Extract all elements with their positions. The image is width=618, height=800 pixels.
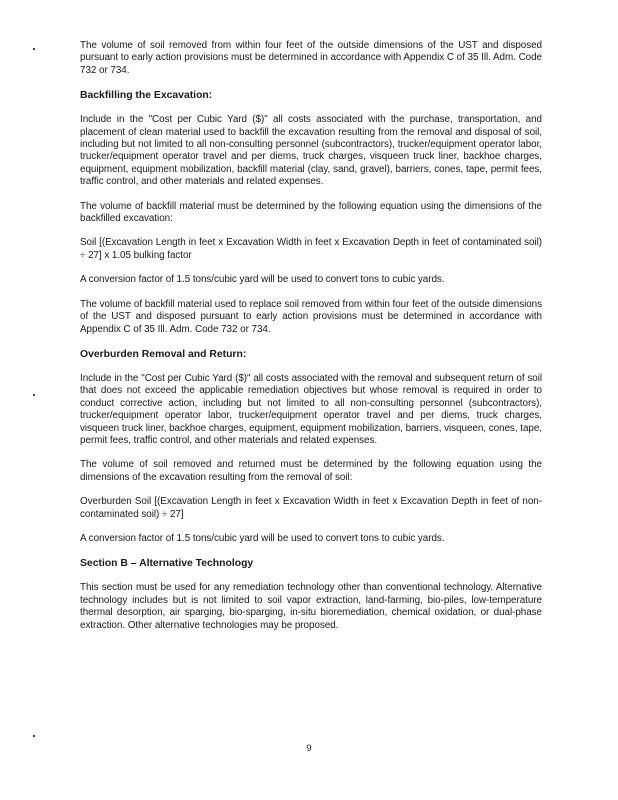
paragraph-backfill-early-action: The volume of backfill material used to replace soil removed from within four feet of the outside dimensions of the UST and disposed pursuant to early action provisions must be determined in accordance with Appendix C of 35 Ill. Adm. Code 732 or 734. (80, 298, 542, 335)
paragraph-backfill-volume: The volume of backfill material must be determined by the following equation using the dimensions of the backfilled excavation: (80, 200, 542, 225)
paragraph-overburden-equation: Overburden Soil [(Excavation Length in feet x Excavation Width in feet x Excavation Depth in feet of non-contaminated soil) ÷ 27] (80, 496, 542, 520)
scan-mark-top (33, 48, 35, 50)
paragraph-conversion-factor-1: A conversion factor of 1.5 tons/cubic yard will be used to convert tons to cubic yards. (80, 274, 445, 286)
paragraph-alternative-technology: This section must be used for any remediation technology other than conventional technology. Alternative technology includes but is not limited to soil vapor extraction, land-farming, bio-piles, low-temperature thermal desorption, air sparging, bio-sparging, in-situ bioremediation, chemical oxidation, or dual-phase extraction. Other alternative technologies may be proposed. (80, 582, 542, 631)
paragraph-backfill-costs: Include in the "Cost per Cubic Yard ($)" all costs associated with the purchase, transportation, and placement of clean material used to backfill the excavation resulting from the removal and disposal of soil, including but not limited to all non-consulting personnel (subcontractors), trucker/equipment operator labor, trucker/equipment operator travel and per diems, truck charges, visqueen truck liner, backhoe charges, equipment, equipment mobilization, backfill material (clay, sand, gravel), barriers, cones, tape, permit fees, traffic control, and other materials and related expenses. (80, 114, 542, 188)
paragraph-backfill-equation: Soil [(Excavation Length in feet x Excavation Width in feet x Excavation Depth in feet of contaminated soil) ÷ 27] x 1.05 bulking factor (80, 237, 542, 261)
scan-mark-middle (33, 394, 35, 396)
paragraph-overburden-costs: Include in the "Cost per Cubic Yard ($)" all costs associated with the removal and subsequent return of soil that does not exceed the applicable remediation objectives but whose removal is required in order to conduct corrective action, including but not limited to all non-consulting personnel (subcontractors), trucker/equipment operator labor, trucker/equipment operator travel and per diems, truck charges, visqueen truck liner, backhoe charges, equipment, equipment mobilization, barriers, visqueen, cones, tape, permit fees, traffic control, and other materials and related expenses. (80, 372, 542, 446)
paragraph-overburden-volume: The volume of soil removed and returned must be determined by the following equation using the dimensions of the excavation resulting from the removal of soil: (80, 459, 542, 483)
paragraph-early-action-volume: The volume of soil removed from within four feet of the outside dimensions of the UST and disposed pursuant to early action provisions must be determined in accordance with Appendix C of 35 Ill. Adm. Code 732 or 734. (80, 40, 542, 76)
heading-section-b: Section B – Alternative Technology (80, 558, 254, 570)
page-number: 9 (306, 743, 312, 754)
paragraph-conversion-factor-2: A conversion factor of 1.5 tons/cubic yard will be used to convert tons to cubic yards. (80, 532, 445, 544)
heading-backfilling: Backfilling the Excavation: (80, 90, 213, 102)
document-page (80, 40, 542, 644)
scan-mark-bottom (33, 735, 35, 737)
heading-overburden: Overburden Removal and Return: (80, 348, 247, 360)
